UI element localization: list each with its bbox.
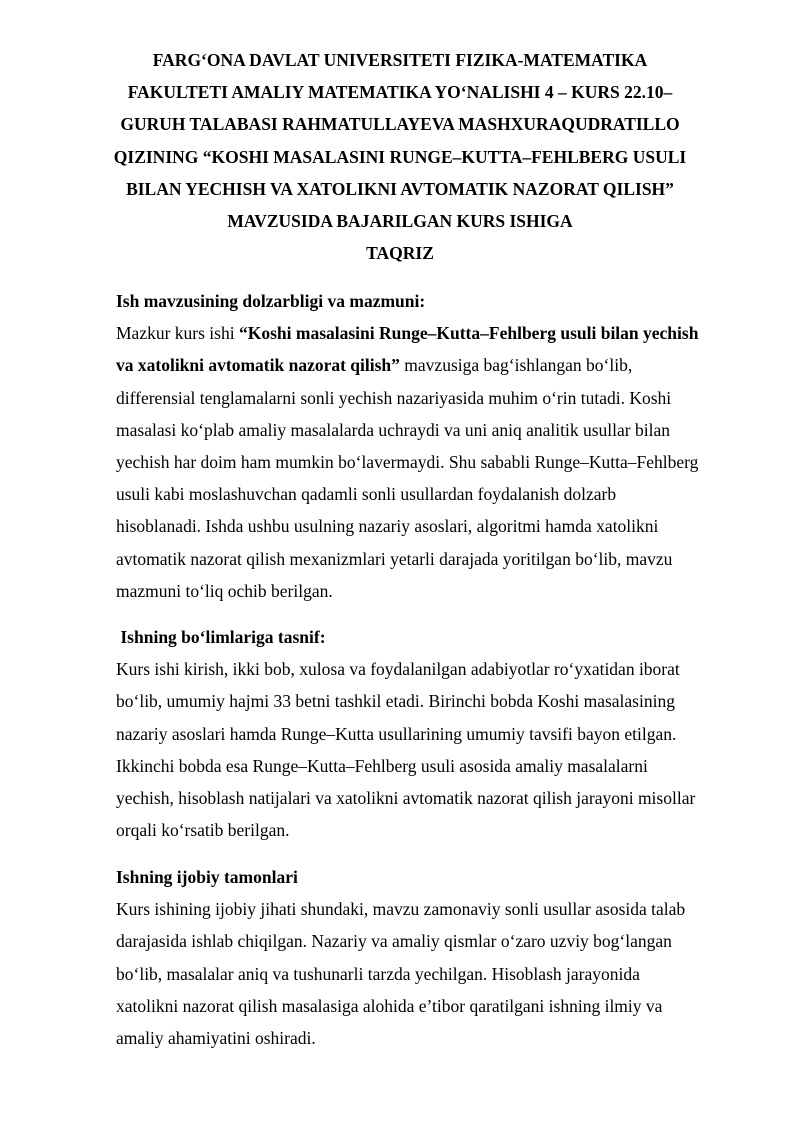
paragraph-line: avtomatik nazorat qilish mexanizmlari yetarli darajada yoritilgan bo‘lib, mavzu [116,548,673,569]
title-line-5: BILAN YECHISH VA XATOLIKNI AVTOMATIK NAZORAT QILISH” [126,178,674,199]
paragraph-line: Ikkinchi bobda esa Runge–Kutta–Fehlberg usuli asosida amaliy masalalarni [116,755,648,776]
paragraph-line: orqali ko‘rsatib berilgan. [116,820,290,841]
relevance-heading: Ish mavzusining dolzarbligi va mazmuni: [116,291,426,311]
paragraph-line: bo‘lib, masalalar aniq va tushunarli tarzda yechilgan. Hisoblash jarayonida [116,963,640,984]
paragraph-line: Kurs ishi kirish, ikki bob, xulosa va foydalanilgan adabiyotlar ro‘yxatidan iborat [116,659,680,680]
paragraph-line: differensial tenglamalarni sonli yechish nazariyasida muhim o‘rin tutadi. Koshi [116,387,672,408]
paragraph-line: xatolikni nazorat qilish masalasiga alohida e’tibor qaratilgani ishning ilmiy va [116,995,663,1016]
paragraph-line: nazariy asoslari hamda Runge–Kutta usullarining umumiy tavsifi bayon etilgan. [116,723,677,744]
paragraph-line: bo‘lib, umumiy hajmi 33 betni tashkil etadi. Birinchi bobda Koshi masalasining [116,691,675,712]
title-line-1: FARG‘ONA DAVLAT UNIVERSITETI FIZIKA-MATEMATIKA [152,50,648,70]
paragraph-line: Kurs ishining ijobiy jihati shundaki, mavzu zamonaviy sonli usullar asosida talab [116,899,686,920]
paragraph-line: mazmuni to‘liq ochib berilgan. [116,580,333,601]
document-title [100,44,700,269]
paragraph-line: yechish, hisoblash natijalari va xatolikni avtomatik nazorat qilish jarayoni misollar [116,788,696,809]
paragraph-line: yechish har doim ham mumkin bo‘lavermaydi. Shu sababli Runge–Kutta–Fehlberg [116,452,699,473]
relevance-section [116,285,756,607]
title-line-4: QIZINING “KOSHI MASALASINI RUNGE–KUTTA–FEHLBERG USULI [113,146,687,167]
structure-section [116,621,756,846]
title-line-3: GURUH TALABASI RAHMATULLAYEVA MASHXURAQUDRATILLO [120,114,680,135]
paragraph-line: amaliy ahamiyatini oshiradi. [116,1028,316,1049]
topic-title-bold: va xatolikni avtomatik nazorat qilish” [116,355,400,376]
paragraph-line: usuli kabi moslashuvchan qadamli sonli usullardan foydalanish dolzarb [116,484,617,505]
topic-title-bold: “Koshi masalasini Runge–Kutta–Fehlberg usuli bilan yechish [238,323,699,344]
positive-aspects-heading: Ishning ijobiy tamonlari [116,867,298,887]
structure-heading: Ishning bo‘limlariga tasnif: [116,627,326,647]
paragraph-line: masalasi ko‘plab amaliy masalalarda uchraydi va uni aniq analitik usullar bilan [116,419,670,440]
text-span: mavzusiga bag‘ishlangan bo‘lib, [399,355,633,376]
title-line-2: FAKULTETI AMALIY MATEMATIKA YO‘NALISHI 4 – KURS 22.10– [127,82,673,103]
paragraph-line: darajasida ishlab chiqilgan. Nazariy va amaliy qismlar o‘zaro uzviy bog‘langan [116,931,672,952]
title-line-6: MAVZUSIDA BAJARILGAN KURS ISHIGA [227,211,573,232]
paragraph-line [116,317,756,349]
paragraph-line [116,349,756,381]
paragraph-line: hisoblanadi. Ishda ushbu usulning nazariy asoslari, algoritmi hamda xatolikni [116,516,659,537]
positive-aspects-section [116,861,756,1054]
text-span: Mazkur kurs ishi [116,323,239,344]
title-line-7: TAQRIZ [366,243,434,264]
